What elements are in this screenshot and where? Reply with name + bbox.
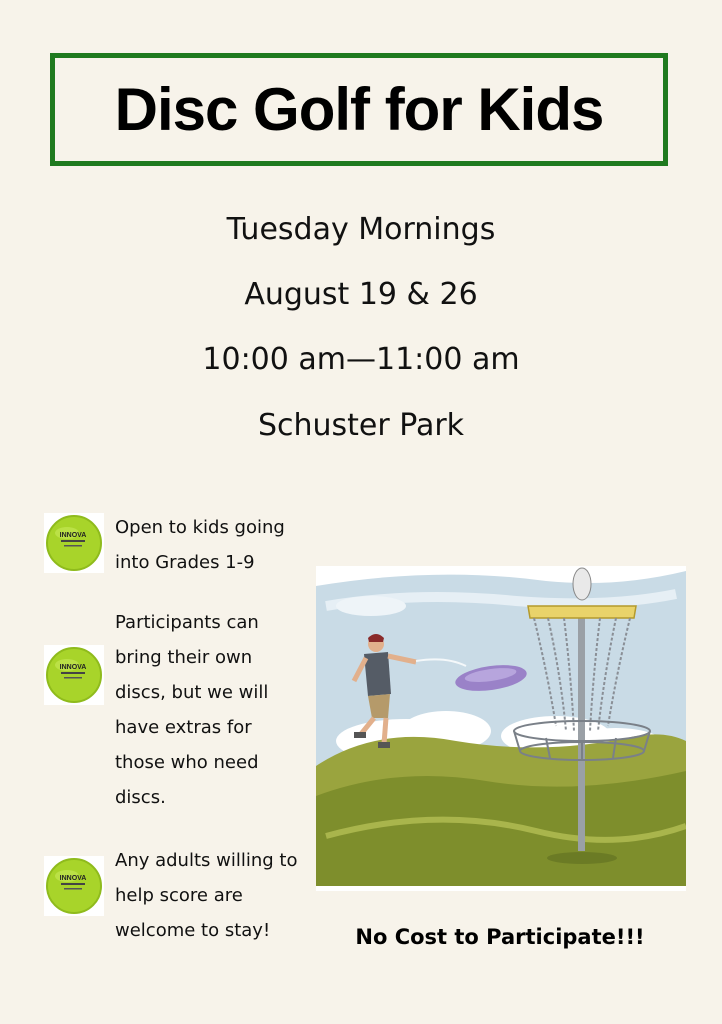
disc-icon xyxy=(44,645,104,705)
svg-text:INNOVA: INNOVA xyxy=(59,664,87,671)
svg-text:INNOVA: INNOVA xyxy=(59,875,87,882)
disc-icon xyxy=(44,513,104,573)
event-location: Schuster Park xyxy=(257,408,465,443)
disc-golf-player-illustration xyxy=(316,566,686,891)
page-title: Disc Golf for Kids xyxy=(114,76,604,143)
svg-text:INNOVA: INNOVA xyxy=(59,532,87,539)
no-cost-note: No Cost to Participate!!! xyxy=(355,925,645,949)
bullet-text: Participants can bring their own discs, but we will have extras for those who need discs. xyxy=(115,612,269,808)
event-dates: August 19 & 26 xyxy=(244,277,478,312)
event-time: 10:00 am—11:00 am xyxy=(202,342,520,377)
bullet-text: Open to kids going into Grades 1-9 xyxy=(115,517,285,573)
title-box xyxy=(50,53,668,166)
disc-icon xyxy=(44,856,104,916)
bullet-text: Any adults willing to help score are welcome to stay! xyxy=(115,850,298,941)
event-day: Tuesday Mornings xyxy=(226,212,496,247)
